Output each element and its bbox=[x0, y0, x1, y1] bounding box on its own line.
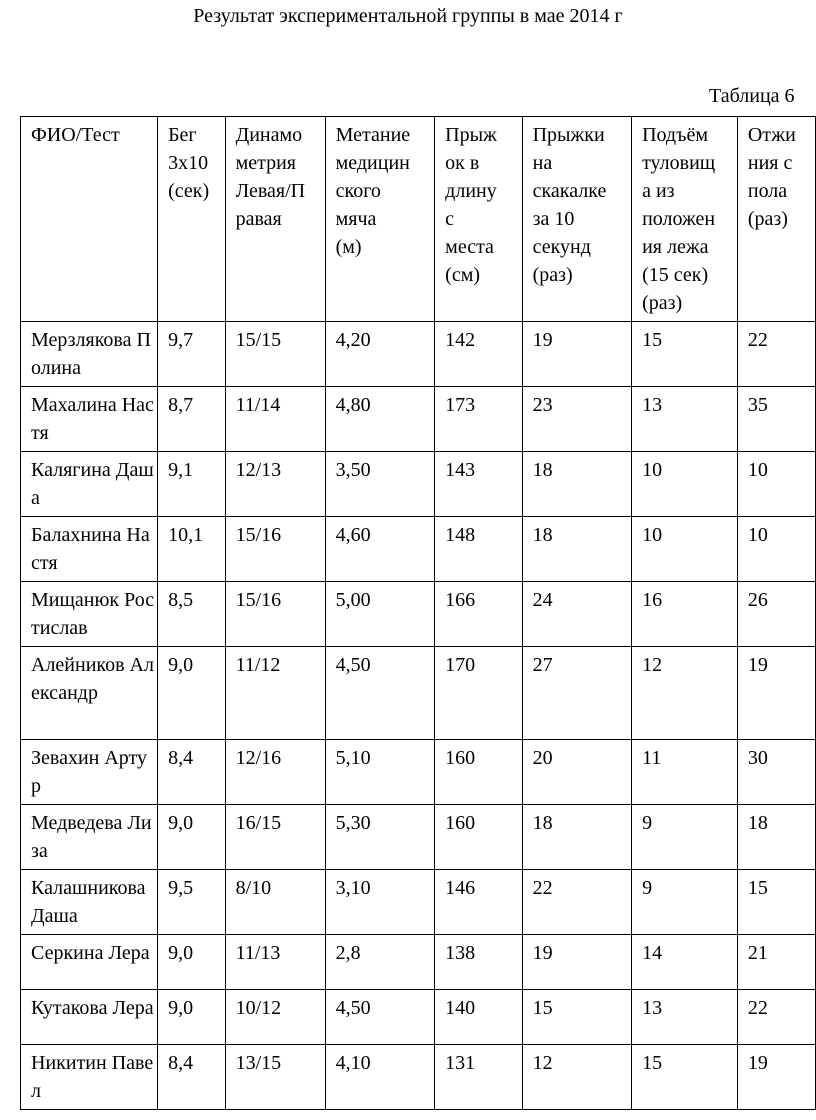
cell-name: Мищанюк Ростислав bbox=[21, 582, 158, 647]
cell-value: 143 bbox=[435, 452, 522, 517]
cell-value: 4,60 bbox=[325, 517, 435, 582]
cell-value: 18 bbox=[737, 805, 815, 870]
cell-name: Алейников Александр bbox=[21, 647, 158, 740]
cell-value: 4,80 bbox=[325, 387, 435, 452]
cell-value: 142 bbox=[435, 322, 522, 387]
cell-name: Махалина Настя bbox=[21, 387, 158, 452]
header-cell-rope-jumps: Прыжки на скакалке за 10 секунд (раз) bbox=[522, 117, 631, 322]
table-label: Таблица 6 bbox=[709, 85, 795, 107]
page-title: Результат экспериментальной группы в мае 2014 г bbox=[193, 5, 623, 27]
cell-value: 19 bbox=[737, 1045, 815, 1110]
table-row bbox=[21, 740, 816, 805]
cell-value: 15 bbox=[522, 990, 631, 1045]
table-row bbox=[21, 517, 816, 582]
cell-value: 11/13 bbox=[225, 935, 325, 990]
header-cell-name: ФИО/Тест bbox=[21, 117, 158, 322]
cell-value: 19 bbox=[737, 647, 815, 740]
cell-value: 10/12 bbox=[225, 990, 325, 1045]
cell-value: 13 bbox=[632, 387, 738, 452]
cell-value: 4,50 bbox=[325, 647, 435, 740]
cell-value: 22 bbox=[737, 990, 815, 1045]
cell-value: 9,5 bbox=[158, 870, 226, 935]
table-row bbox=[21, 647, 816, 740]
cell-value: 11/14 bbox=[225, 387, 325, 452]
cell-value: 30 bbox=[737, 740, 815, 805]
header-row bbox=[21, 117, 816, 322]
cell-value: 11 bbox=[632, 740, 738, 805]
cell-value: 10 bbox=[632, 452, 738, 517]
cell-value: 10 bbox=[737, 517, 815, 582]
cell-value: 24 bbox=[522, 582, 631, 647]
cell-value: 9,1 bbox=[158, 452, 226, 517]
cell-name: Калягина Даша bbox=[21, 452, 158, 517]
table-row bbox=[21, 805, 816, 870]
cell-value: 20 bbox=[522, 740, 631, 805]
cell-value: 148 bbox=[435, 517, 522, 582]
table-row bbox=[21, 990, 816, 1045]
table-row bbox=[21, 870, 816, 935]
cell-value: 15 bbox=[737, 870, 815, 935]
cell-value: 131 bbox=[435, 1045, 522, 1110]
cell-value: 9 bbox=[632, 805, 738, 870]
table-row bbox=[21, 935, 816, 990]
table-header bbox=[21, 117, 816, 322]
table-row bbox=[21, 387, 816, 452]
cell-value: 173 bbox=[435, 387, 522, 452]
cell-value: 4,10 bbox=[325, 1045, 435, 1110]
cell-value: 12 bbox=[522, 1045, 631, 1110]
cell-value: 35 bbox=[737, 387, 815, 452]
cell-value: 16/15 bbox=[225, 805, 325, 870]
cell-value: 12/13 bbox=[225, 452, 325, 517]
cell-value: 2,8 bbox=[325, 935, 435, 990]
cell-value: 8,7 bbox=[158, 387, 226, 452]
cell-value: 166 bbox=[435, 582, 522, 647]
cell-value: 14 bbox=[632, 935, 738, 990]
cell-value: 4,20 bbox=[325, 322, 435, 387]
cell-name: Зевахин Артур bbox=[21, 740, 158, 805]
cell-value: 8/10 bbox=[225, 870, 325, 935]
cell-value: 8,4 bbox=[158, 740, 226, 805]
cell-value: 19 bbox=[522, 935, 631, 990]
cell-value: 22 bbox=[522, 870, 631, 935]
cell-value: 5,00 bbox=[325, 582, 435, 647]
cell-value: 15 bbox=[632, 322, 738, 387]
header-cell-sit-ups: Подъём туловищ а из положен ия лежа (15 сек) (раз) bbox=[632, 117, 738, 322]
cell-name: Никитин Павел bbox=[21, 1045, 158, 1110]
cell-value: 4,50 bbox=[325, 990, 435, 1045]
cell-value: 10,1 bbox=[158, 517, 226, 582]
cell-value: 12/16 bbox=[225, 740, 325, 805]
cell-value: 9,0 bbox=[158, 647, 226, 740]
cell-value: 16 bbox=[632, 582, 738, 647]
cell-name: Медведева Лиза bbox=[21, 805, 158, 870]
cell-value: 12 bbox=[632, 647, 738, 740]
cell-value: 22 bbox=[737, 322, 815, 387]
header-cell-dynamometry: Динамо метрия Левая/П равая bbox=[225, 117, 325, 322]
cell-name: Калашникова Даша bbox=[21, 870, 158, 935]
cell-value: 9,0 bbox=[158, 935, 226, 990]
cell-value: 13 bbox=[632, 990, 738, 1045]
cell-value: 8,5 bbox=[158, 582, 226, 647]
header-cell-ball-throw: Метание медицин ского мяча (м) bbox=[325, 117, 435, 322]
table-row bbox=[21, 1045, 816, 1110]
header-cell-run: Бег 3х10 (сек) bbox=[158, 117, 226, 322]
cell-value: 3,50 bbox=[325, 452, 435, 517]
table-row bbox=[21, 582, 816, 647]
cell-value: 13/15 bbox=[225, 1045, 325, 1110]
cell-value: 15/16 bbox=[225, 517, 325, 582]
cell-value: 5,30 bbox=[325, 805, 435, 870]
cell-value: 146 bbox=[435, 870, 522, 935]
cell-value: 9,0 bbox=[158, 990, 226, 1045]
table-row bbox=[21, 322, 816, 387]
cell-value: 9,7 bbox=[158, 322, 226, 387]
cell-name: Балахнина Настя bbox=[21, 517, 158, 582]
cell-value: 9,0 bbox=[158, 805, 226, 870]
header-cell-push-ups: Отжи ния с пола (раз) bbox=[737, 117, 815, 322]
cell-value: 5,10 bbox=[325, 740, 435, 805]
cell-value: 18 bbox=[522, 452, 631, 517]
cell-value: 15/15 bbox=[225, 322, 325, 387]
cell-value: 3,10 bbox=[325, 870, 435, 935]
cell-value: 8,4 bbox=[158, 1045, 226, 1110]
cell-value: 9 bbox=[632, 870, 738, 935]
results-table bbox=[20, 116, 816, 1110]
cell-value: 10 bbox=[632, 517, 738, 582]
cell-value: 26 bbox=[737, 582, 815, 647]
table-row bbox=[21, 452, 816, 517]
cell-value: 18 bbox=[522, 517, 631, 582]
cell-value: 138 bbox=[435, 935, 522, 990]
cell-name: Мерзлякова Полина bbox=[21, 322, 158, 387]
cell-value: 23 bbox=[522, 387, 631, 452]
cell-value: 10 bbox=[737, 452, 815, 517]
cell-name: Серкина Лера bbox=[21, 935, 158, 990]
cell-value: 160 bbox=[435, 740, 522, 805]
cell-value: 160 bbox=[435, 805, 522, 870]
cell-value: 21 bbox=[737, 935, 815, 990]
table-body bbox=[21, 322, 816, 1110]
cell-value: 18 bbox=[522, 805, 631, 870]
header-cell-long-jump: Прыж ок в длину с места (см) bbox=[435, 117, 522, 322]
cell-value: 140 bbox=[435, 990, 522, 1045]
cell-value: 15/16 bbox=[225, 582, 325, 647]
cell-value: 170 bbox=[435, 647, 522, 740]
cell-value: 11/12 bbox=[225, 647, 325, 740]
cell-value: 27 bbox=[522, 647, 631, 740]
cell-value: 15 bbox=[632, 1045, 738, 1110]
cell-name: Кутакова Лера bbox=[21, 990, 158, 1045]
cell-value: 19 bbox=[522, 322, 631, 387]
